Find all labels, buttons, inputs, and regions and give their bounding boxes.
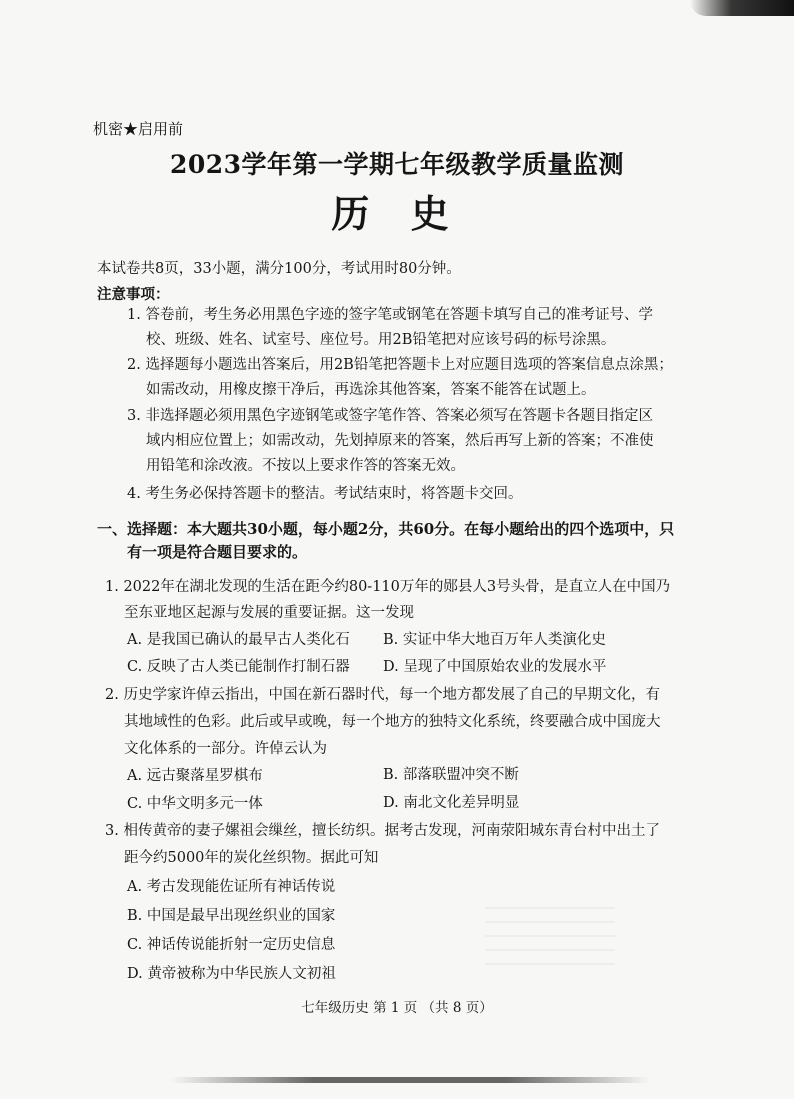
notice-item-3-line-1: 3. 非选择题必须用黑色字迹钢笔或签字笔作答、答案必须写在答题卡各题目指定区 bbox=[127, 408, 653, 424]
question-1-option-d: D. 呈现了中国原始农业的发展水平 bbox=[383, 659, 607, 675]
question-2-line-3: 文化体系的一部分。许倬云认为 bbox=[124, 741, 327, 757]
question-2-line-2: 其地域性的色彩。此后或早或晚，每一个地方的独特文化系统，终要融合成中国庞大 bbox=[124, 714, 661, 730]
notice-item-3-line-3: 用铅笔和涂改液。不按以上要求作答的答案无效。 bbox=[146, 458, 465, 474]
question-2-option-d: D. 南北文化差异明显 bbox=[383, 795, 520, 811]
scan-shadow-top bbox=[690, 0, 794, 16]
exam-info: 本试卷共8页，33小题，满分100分，考试用时80分钟。 bbox=[97, 261, 461, 277]
question-3-option-b: B. 中国是最早出现丝织业的国家 bbox=[127, 908, 336, 924]
notice-item-1-line-2: 校、班级、姓名、试室号、座位号。用2B铅笔把对应该号码的标号涂黑。 bbox=[146, 332, 616, 348]
question-1-option-c: C. 反映了古人类已能制作打制石器 bbox=[127, 659, 350, 675]
question-1-option-b: B. 实证中华大地百万年人类演化史 bbox=[383, 632, 606, 648]
question-2-line-1: 2. 历史学家许倬云指出，中国在新石器时代，每一个地方都发展了自己的早期文化，有 bbox=[105, 687, 660, 703]
question-1-line-2: 至东亚地区起源与发展的重要证据。这一发现 bbox=[124, 605, 414, 621]
question-1-line-1: 1. 2022年在湖北发现的生活在距今约80-110万年的郧县人3号头骨，是直立人在中国乃 bbox=[105, 579, 671, 595]
subject-title: 历 史 bbox=[331, 191, 463, 236]
scan-shadow-bottom bbox=[170, 1077, 650, 1083]
question-3-option-c: C. 神话传说能折射一定历史信息 bbox=[127, 937, 336, 953]
question-2-option-a: A. 远古聚落星罗棋布 bbox=[127, 768, 263, 784]
notice-item-2-line-2: 如需改动，用橡皮擦干净后，再选涂其他答案，答案不能答在试题上。 bbox=[146, 382, 596, 398]
notice-item-2-line-1: 2. 选择题每小题选出答案后，用2B铅笔把答题卡上对应题目选项的答案信息点涂黑； bbox=[127, 357, 673, 373]
question-2-option-c: C. 中华文明多元一体 bbox=[127, 796, 263, 812]
question-3-option-a: A. 考古发现能佐证所有神话传说 bbox=[127, 879, 336, 895]
question-3-option-d: D. 黄帝被称为中华民族人文初祖 bbox=[127, 966, 336, 982]
question-3-line-1: 3. 相传黄帝的妻子嫘祖会缫丝，擅长纺织。据考古发现，河南荥阳城东青台村中出土了 bbox=[105, 823, 660, 839]
notice-item-1-line-1: 1. 答卷前，考生务必用黑色字迹的签字笔或钢笔在答题卡填写自己的准考证号、学 bbox=[127, 307, 653, 323]
exam-title: 2023学年第一学期七年级教学质量监测 bbox=[169, 150, 625, 179]
section-heading-line-2: 有一项是符合题目要求的。 bbox=[127, 543, 308, 561]
confidential-label: 机密★启用前 bbox=[93, 120, 184, 138]
notice-item-3-line-2: 域内相应位置上；如需改动，先划掉原来的答案，然后再写上新的答案；不准使 bbox=[146, 433, 654, 449]
bleed-through-text bbox=[485, 895, 615, 965]
notice-heading: 注意事项： bbox=[97, 286, 170, 303]
section-heading-line-1: 一、选择题：本大题共30小题，每小题2分，共60分。在每小题给出的四个选项中，只 bbox=[97, 520, 675, 538]
question-2-option-b: B. 部落联盟冲突不断 bbox=[383, 767, 519, 783]
question-3-line-2: 距今约5000年的炭化丝织物。据此可知 bbox=[124, 850, 379, 866]
question-1-option-a: A. 是我国已确认的最早古人类化石 bbox=[127, 632, 350, 648]
page-footer: 七年级历史 第 1 页 （共 8 页） bbox=[301, 1000, 493, 1016]
notice-item-4-line-1: 4. 考生务必保持答题卡的整洁。考试结束时，将答题卡交回。 bbox=[127, 486, 523, 502]
